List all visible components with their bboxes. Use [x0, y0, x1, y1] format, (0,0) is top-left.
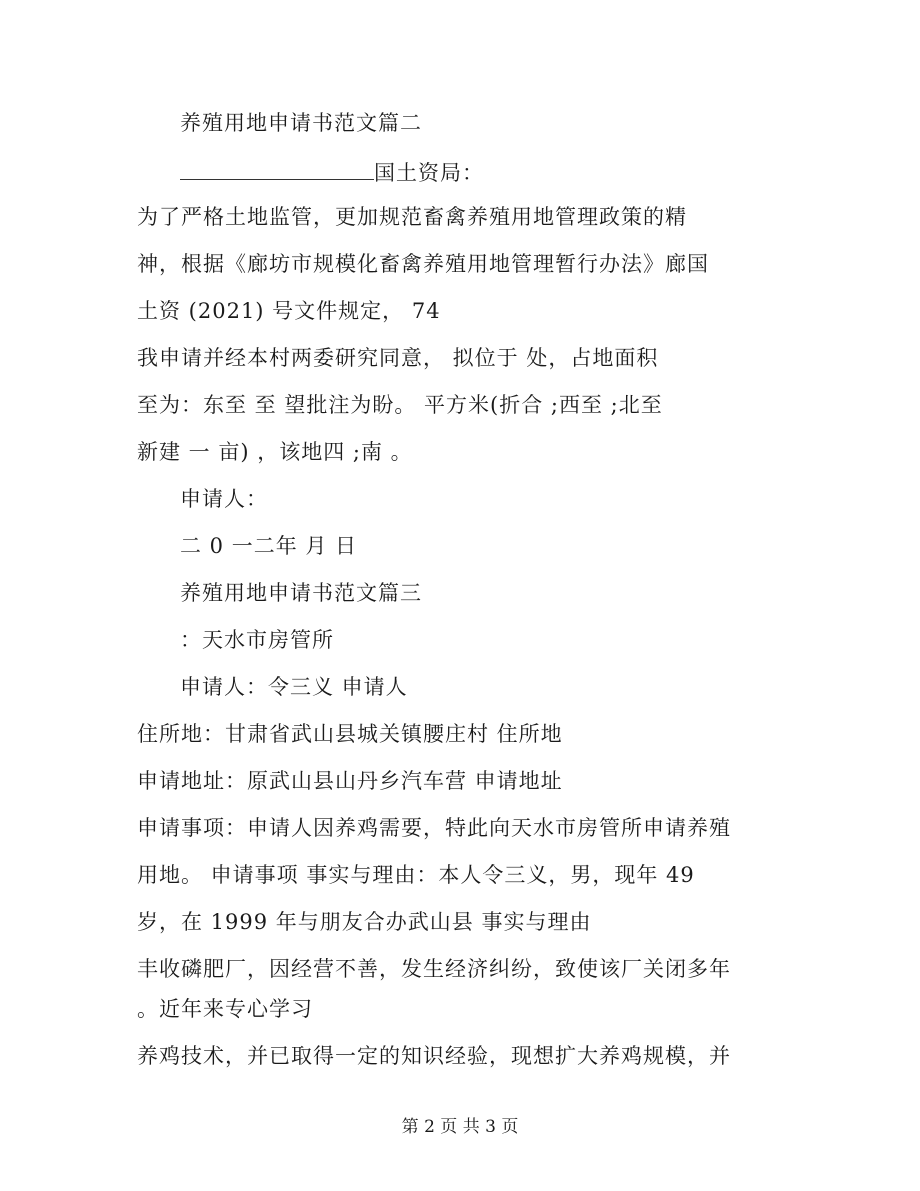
matter-line-1: 申请事项：申请人因养鸡需要，特此向天水市房管所申请养殖: [137, 816, 731, 840]
matter-line-5: 。近年来专心学习: [137, 997, 313, 1021]
page-number-footer: 第 2 页 共 3 页: [401, 1117, 519, 1137]
date-line: 二 0 一二年 月 日: [180, 534, 358, 558]
body-line-4: 我申请并经本村两委研究同意， 拟位于 处，占地面积: [137, 346, 659, 370]
body-line-3: 土资 (2021) 号文件规定， 74: [137, 299, 441, 323]
section-title-3: 养殖用地申请书范文篇三: [180, 581, 422, 605]
blank-underline: [180, 157, 374, 180]
address-line: 申请地址：原武山县山丹乡汽车营 申请地址: [137, 769, 563, 793]
residence-line: 住所地：甘肃省武山县城关镇腰庄村 住所地: [137, 722, 563, 746]
body-line-1: 为了严格土地监管，更加规范畜禽养殖用地管理政策的精: [137, 205, 687, 229]
body-line-6: 新建 一 亩) ，该地四 ;南 。: [137, 440, 413, 464]
body-line-2: 神，根据《廊坊市规模化畜禽养殖用地管理暂行办法》廊国: [137, 252, 709, 276]
addressee-line: [180, 157, 484, 188]
matter-line-3: 岁，在 1999 年与朋友合办武山县 事实与理由: [137, 910, 592, 934]
matter-line-2: 用地。 申请事项 事实与理由：本人令三义，男，现年 49: [137, 863, 695, 887]
matter-line-4: 丰收磷肥厂，因经营不善，发生经济纠纷，致使该厂关闭多年: [137, 957, 731, 981]
body-line-5: 至为：东至 至 望批注为盼。 平方米(折合 ;西至 ;北至: [137, 393, 663, 417]
applicant-label: 申请人：: [180, 487, 268, 511]
addressee-line-3: ：天水市房管所: [180, 628, 334, 652]
matter-line-6: 养鸡技术，并已取得一定的知识经验，现想扩大养鸡规模，并: [137, 1044, 731, 1068]
section-title-2: 养殖用地申请书范文篇二: [180, 111, 422, 135]
addressee-text: 国土资局：: [374, 161, 484, 185]
applicant-line: 申请人：令三义 申请人: [180, 675, 408, 699]
